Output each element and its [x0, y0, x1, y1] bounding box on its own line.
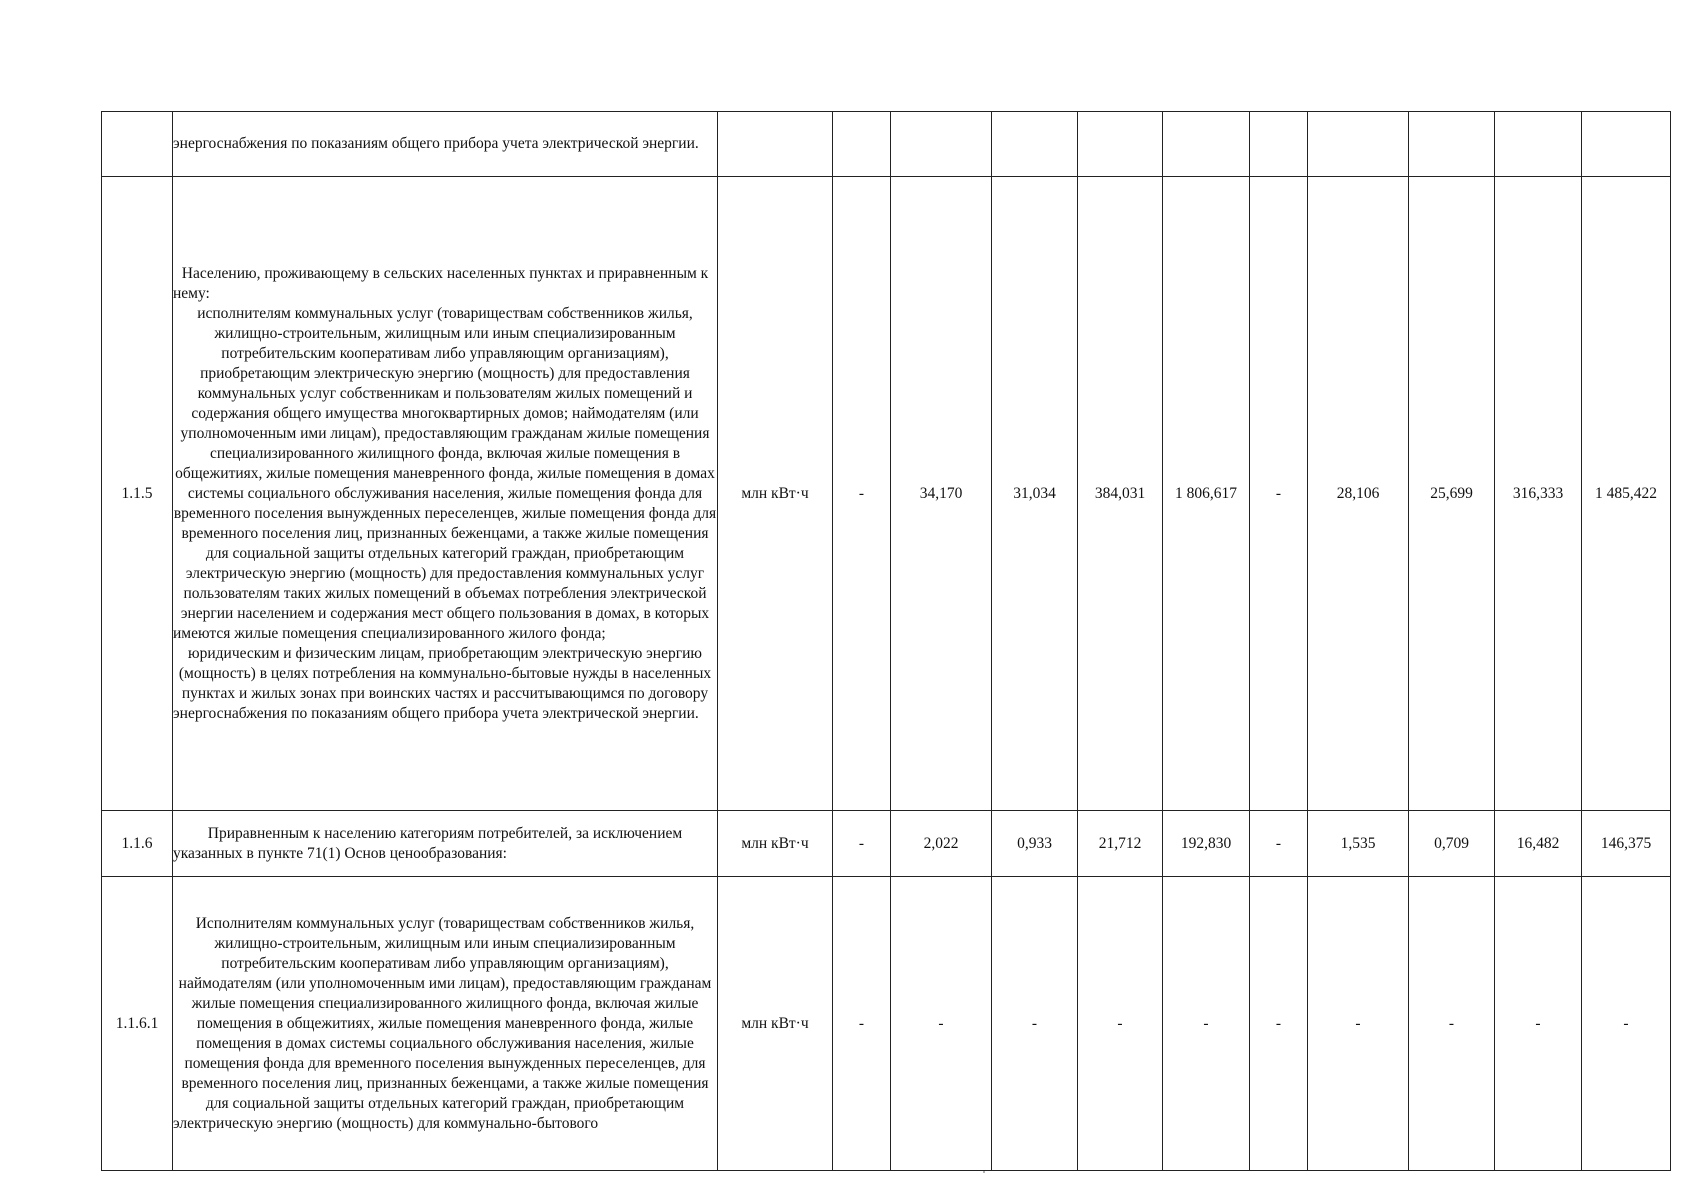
value-cell: [1409, 112, 1495, 177]
description-paragraph: Населению, проживающему в сельских населенных пунктах и приравненным к нему:: [173, 264, 709, 302]
value-cell: 146,375: [1582, 811, 1671, 877]
value-cell: [992, 112, 1078, 177]
row-id-cell: 1.1.6: [102, 811, 173, 877]
value-cell: 1,535: [1308, 811, 1409, 877]
value-cell: -: [833, 877, 891, 1171]
unit-cell: млн кВт·ч: [718, 177, 833, 811]
value-cell: 1 485,422: [1582, 177, 1671, 811]
unit-cell: [718, 112, 833, 177]
description-cell: [173, 877, 718, 1171]
description-paragraph: юридическим и физическим лицам, приобретающим электрическую энергию (мощность) в целях потребления на коммунально-бытовые нужды в населенных пунктах и жилых зонах при воинских частях и рассчитывающимся по договору энергоснабжения по показаниям общего прибора учета электрической энергии.: [173, 644, 712, 722]
description-paragraph: исполнителям коммунальных услуг (товариществам собственников жилья, жилищно-строительным, жилищным или иным специализированным потребительским кооперативам либо управляющим организациям), приобретающим электрическую энергию (мощность) для предоставления коммунальных услуг собственникам и пользователям жилых помещений и содержания общего имущества многоквартирных домов; наймодателям (или уполномоченным ими лицам), предоставляющим гражданам жилые помещения специализированного жилищного фонда, включая жилые помещения в общежитиях, жилые помещения маневренного фонда, жилые помещения в домах системы социального обслуживания населения, жилые помещения фонда для временного поселения вынужденных переселенцев, жилые помещения фонда для временного поселения лиц, признанных беженцами, а также жилые помещения для социальной защиты отдельных категорий граждан, приобретающим электрическую энергию (мощность) для предоставления коммунальных услуг пользователям таких жилых помещений в объемах потребления электрической энергии населением и содержания мест общего пользования в домах, в которых имеются жилые помещения специализированного жилого фонда;: [173, 304, 717, 642]
value-cell: 1 806,617: [1163, 177, 1250, 811]
description-paragraph: энергоснабжения по показаниям общего прибора учета электрической энергии.: [173, 135, 699, 152]
value-cell: [1495, 112, 1582, 177]
value-cell: -: [1250, 811, 1308, 877]
value-cell: [1582, 112, 1671, 177]
table-row: [102, 877, 1671, 1171]
value-cell: -: [992, 877, 1078, 1171]
value-cell: 28,106: [1308, 177, 1409, 811]
table-row: [102, 177, 1671, 811]
value-cell: 192,830: [1163, 811, 1250, 877]
value-cell: 0,709: [1409, 811, 1495, 877]
value-cell: [1163, 112, 1250, 177]
value-cell: 25,699: [1409, 177, 1495, 811]
value-cell: -: [1582, 877, 1671, 1171]
value-cell: 2,022: [891, 811, 992, 877]
value-cell: [833, 112, 891, 177]
description-cell: [173, 177, 718, 811]
unit-cell: млн кВт·ч: [718, 877, 833, 1171]
value-cell: 0,933: [992, 811, 1078, 877]
value-cell: -: [833, 177, 891, 811]
table-row: [102, 112, 1671, 177]
row-id-cell: 1.1.6.1: [102, 877, 173, 1171]
table-row: [102, 811, 1671, 877]
value-cell: -: [833, 811, 891, 877]
description-cell: [173, 811, 718, 877]
value-cell: [1250, 112, 1308, 177]
table-body: [102, 112, 1671, 1171]
value-cell: 34,170: [891, 177, 992, 811]
scan-speck: [983, 1171, 985, 1173]
unit-cell: млн кВт·ч: [718, 811, 833, 877]
value-cell: 21,712: [1078, 811, 1163, 877]
value-cell: 31,034: [992, 177, 1078, 811]
value-cell: -: [1250, 177, 1308, 811]
value-cell: [1078, 112, 1163, 177]
row-id-cell: [102, 112, 173, 177]
value-cell: 384,031: [1078, 177, 1163, 811]
value-cell: 316,333: [1495, 177, 1582, 811]
value-cell: -: [891, 877, 992, 1171]
value-cell: [891, 112, 992, 177]
description-paragraph: Приравненным к населению категориям потребителей, за исключением указанных в пункте 71(1) Основ ценообразования:: [173, 824, 683, 862]
value-cell: -: [1495, 877, 1582, 1171]
row-id-cell: 1.1.5: [102, 177, 173, 811]
value-cell: [1308, 112, 1409, 177]
value-cell: -: [1250, 877, 1308, 1171]
value-cell: 16,482: [1495, 811, 1582, 877]
description-cell: [173, 112, 718, 177]
value-cell: -: [1308, 877, 1409, 1171]
description-paragraph: Исполнителям коммунальных услуг (товариществам собственников жилья, жилищно-строительным, жилищным или иным специализированным потребительским кооперативам либо управляющим организациям), наймодателям (или уполномоченным ими лицам), предоставляющим гражданам жилые помещения специализированного жилищного фонда, включая жилые помещения в общежитиях, жилые помещения маневренного фонда, жилые помещения в домах системы социального обслуживания населения, жилые помещения фонда для временного поселения вынужденных переселенцев, для временного поселения лиц, признанных беженцами, а также жилые помещения для социальной защиты отдельных категорий граждан, приобретающим электрическую энергию (мощность) для коммунально-бытового: [173, 914, 712, 1132]
value-cell: -: [1163, 877, 1250, 1171]
value-cell: -: [1078, 877, 1163, 1171]
tariff-volume-table: [101, 111, 1671, 1171]
value-cell: -: [1409, 877, 1495, 1171]
